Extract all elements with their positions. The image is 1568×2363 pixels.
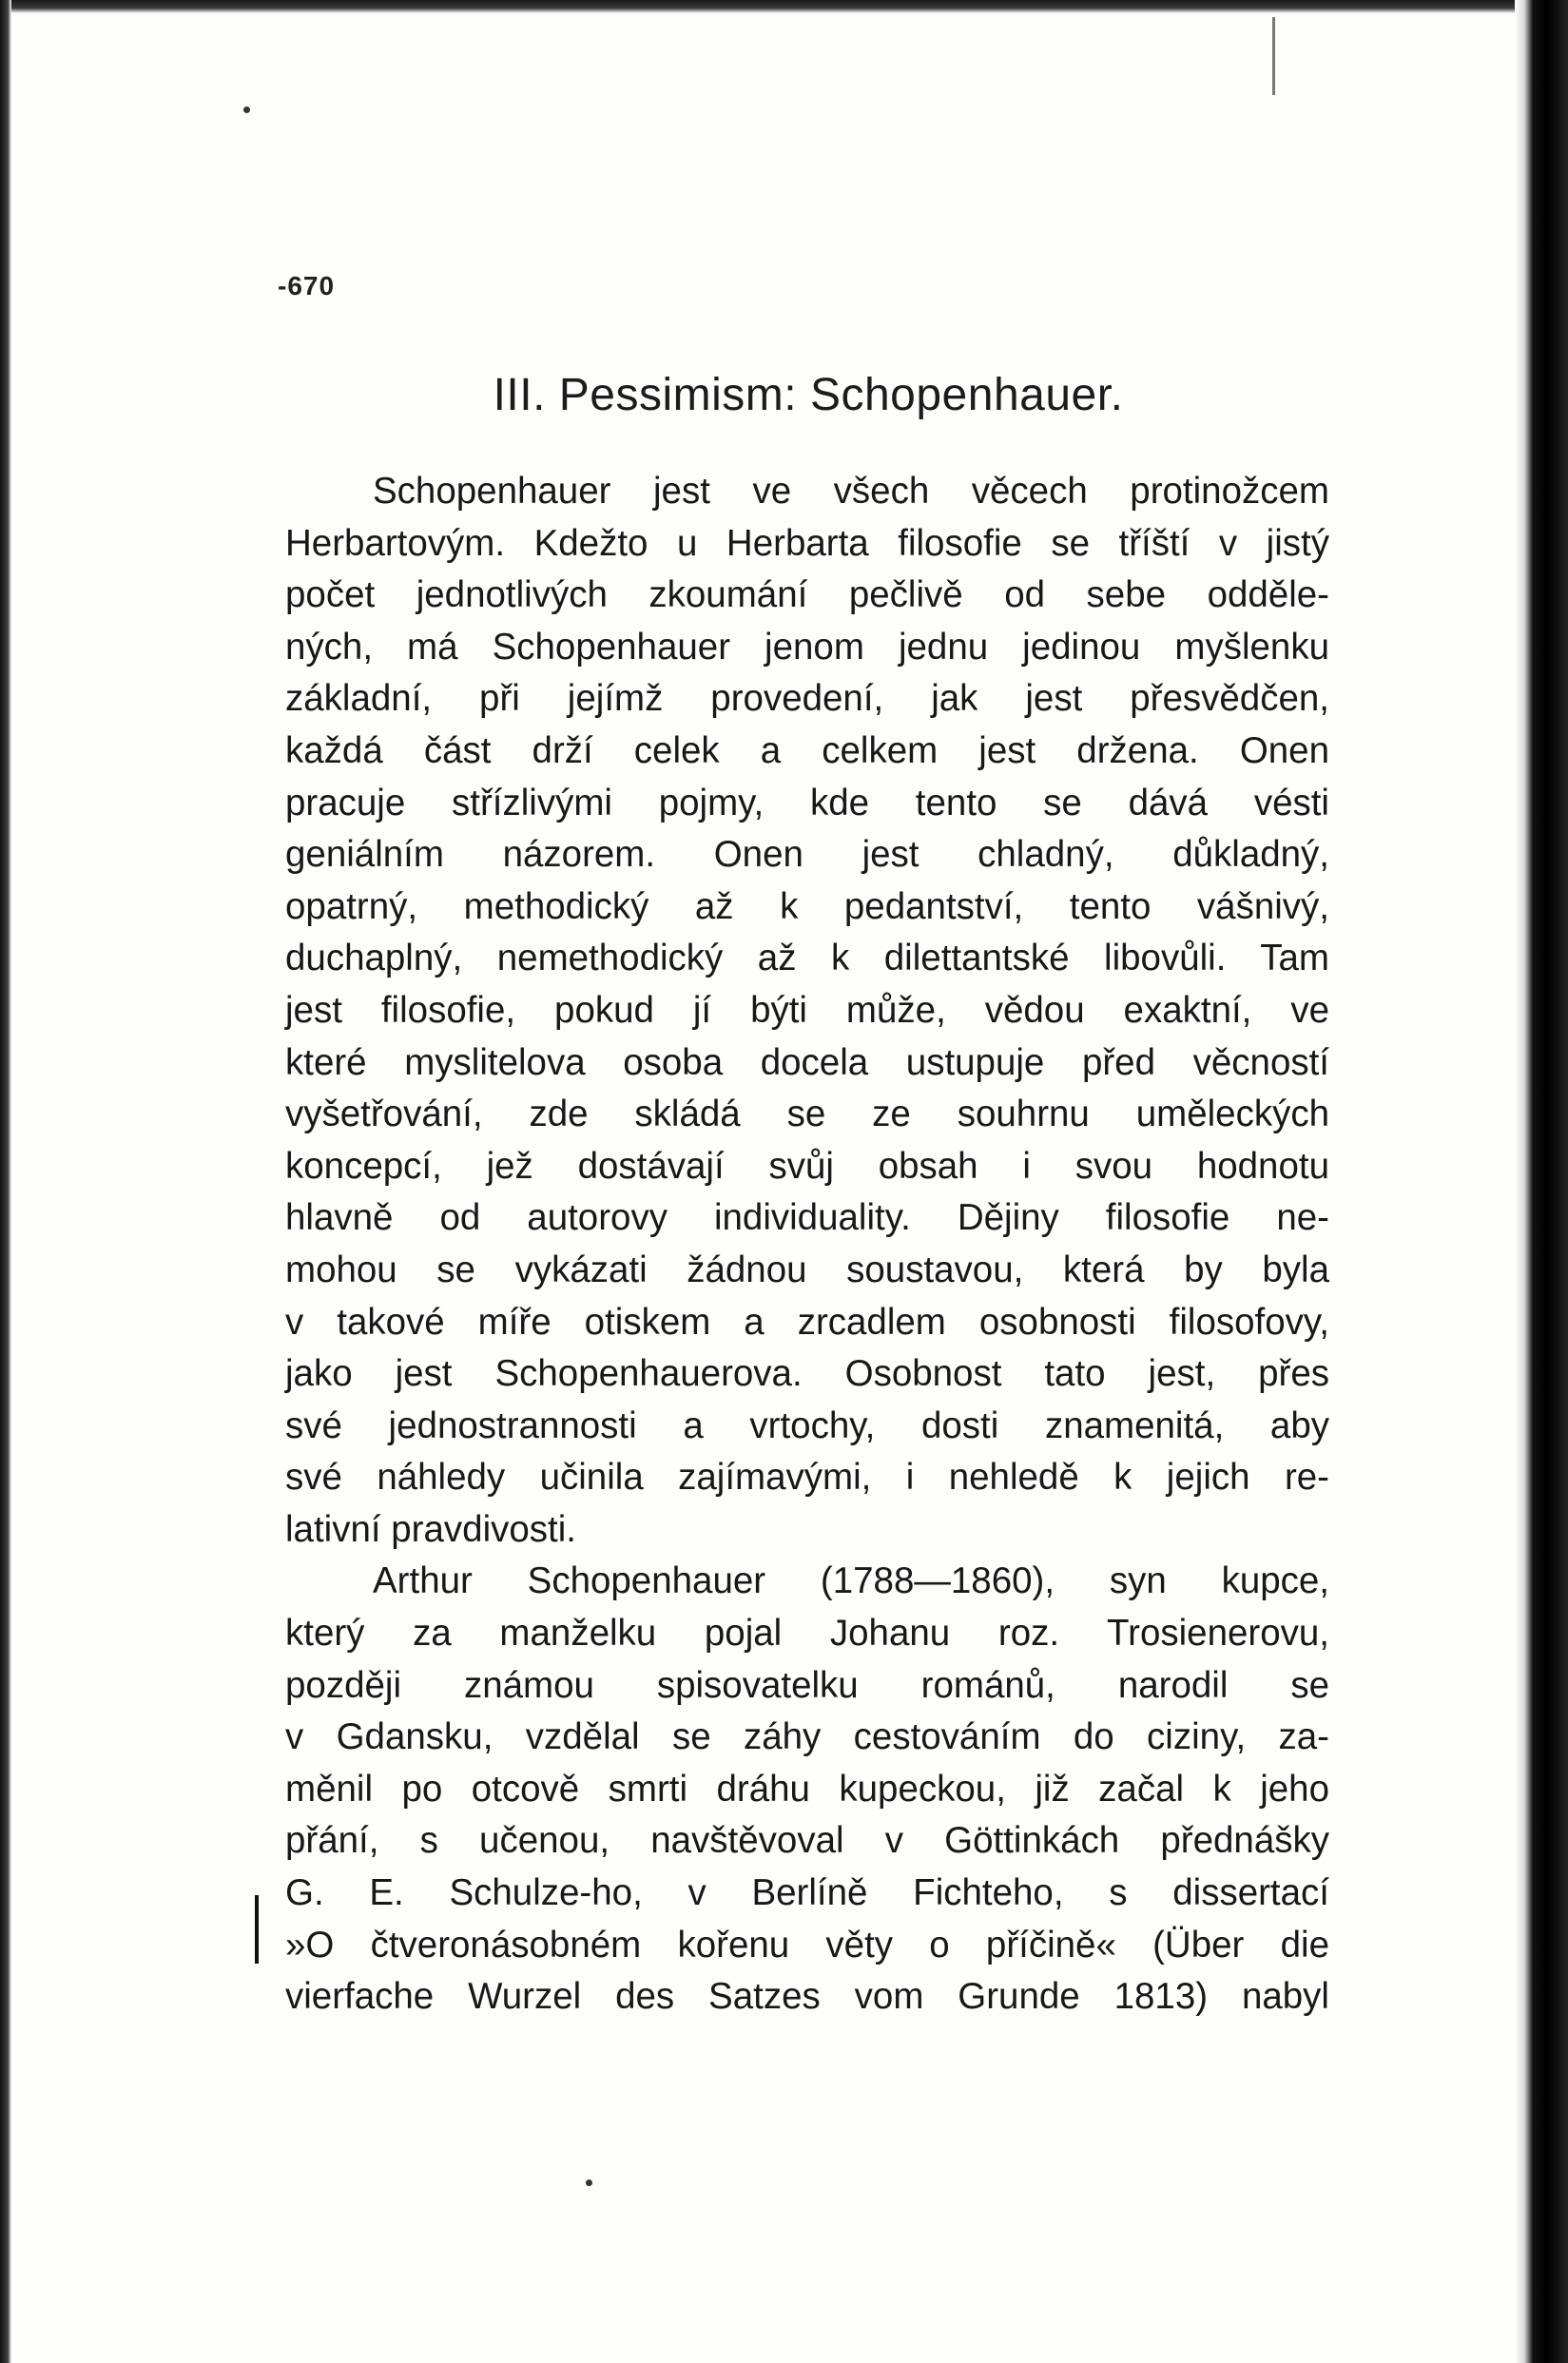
text-line: jest filosofie, pokud jí býti může, vědou exaktní, ve (285, 989, 1329, 1031)
text-line: Arthur Schopenhauer (1788—1860), syn kupce, (373, 1560, 1329, 1602)
text-line: základní, při jejímž provedení, jak jest přesvědčen, (285, 678, 1329, 720)
text-line: G. E. Schulze-ho, v Berlíně Fichteho, s dissertací (285, 1872, 1329, 1914)
text-line: ných, má Schopenhauer jenom jednu jedinou myšlenku (285, 626, 1329, 668)
text-line: jako jest Schopenhauerova. Osobnost tato jest, přes (285, 1353, 1329, 1395)
page-left-shadow (0, 0, 11, 2363)
text-line: který za manželku pojal Johanu roz. Trosienerovu, (285, 1613, 1329, 1655)
page-number: -670 (278, 271, 336, 300)
text-line: pracuje střízlivými pojmy, kde tento se dává vésti (285, 782, 1329, 823)
text-line: Schopenhauer jest ve všech věcech protinožcem (373, 471, 1329, 512)
text-line: geniálním názorem. Onen jest chladný, důkladný, (285, 834, 1329, 876)
text-line: měnil po otcově smrti dráhu kupeckou, již začal k jeho (285, 1768, 1329, 1810)
text-line: vierfache Wurzel des Satzes vom Grunde 1813) nabyl (285, 1976, 1329, 2018)
text-line: v Gdansku, vzdělal se záhy cestováním do ciziny, za- (285, 1716, 1329, 1758)
page-top-shadow (0, 0, 1568, 13)
scan-mark (1272, 17, 1275, 95)
speck-mark (586, 2179, 592, 2186)
text-line: vyšetřování, zde skládá se ze souhrnu uměleckých (285, 1094, 1329, 1135)
text-line: později známou spisovatelku románů, narodil se (285, 1664, 1329, 1706)
text-line: Herbartovým. Kdežto u Herbarta filosofie se tříští v jistý (285, 522, 1329, 564)
text-line: své náhledy učinila zajímavými, i nehledě k jejich re- (285, 1457, 1329, 1499)
speck-mark (243, 107, 250, 113)
margin-mark (255, 1895, 259, 1964)
text-line: duchaplný, nemethodický až k dilettantské libovůli. Tam (285, 938, 1329, 979)
text-line: přání, s učenou, navštěvoval v Göttinkách přednášky (285, 1820, 1329, 1862)
text-line: hlavně od autorovy individuality. Dějiny filosofie ne- (285, 1197, 1329, 1239)
text-line: lativní pravdivosti. (285, 1508, 576, 1550)
text-line: v takové míře otiskem a zrcadlem osobnosti filosofovy, (285, 1301, 1329, 1343)
text-line: své jednostrannosti a vrtochy, dosti znamenitá, aby (285, 1404, 1329, 1446)
text-line: počet jednotlivých zkoumání pečlivě od sebe odděle- (285, 574, 1329, 616)
text-line: koncepcí, jež dostávají svůj obsah i svou hodnotu (285, 1145, 1329, 1187)
book-spine-shadow (1515, 0, 1568, 2363)
text-line: »O čtveronásobném kořenu věty o příčině« (Über die (285, 1924, 1329, 1966)
text-line: opatrný, methodický až k pedantství, tento vášnivý, (285, 885, 1329, 927)
text-line: které myslitelova osoba docela ustupuje před věcností (285, 1041, 1329, 1083)
chapter-title: III. Pessimism: Schopenhauer. (493, 370, 1124, 420)
text-line: každá část drží celek a celkem jest držena. Onen (285, 729, 1329, 771)
body-text (285, 466, 1329, 2024)
text-line: mohou se vykázati žádnou soustavou, která by byla (285, 1249, 1329, 1290)
